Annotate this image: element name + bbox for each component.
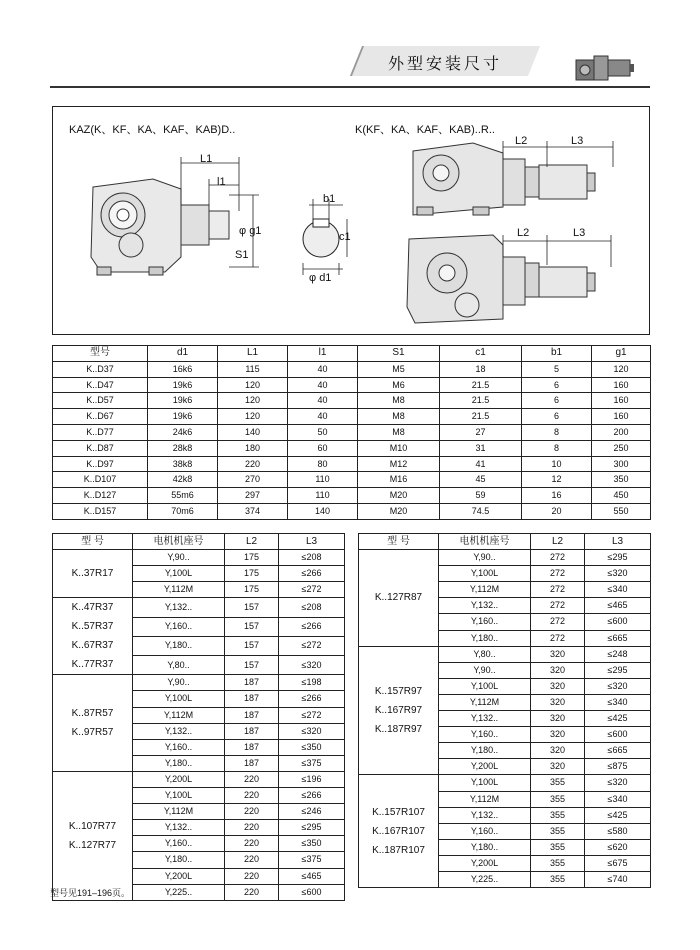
- table-cell: Y,160..: [133, 836, 225, 852]
- table-cell: ≤375: [279, 852, 345, 868]
- model-group-cell: [53, 675, 133, 772]
- table-cell: 355: [531, 775, 585, 791]
- table-cell: 320: [531, 743, 585, 759]
- table-cell: Y,180..: [133, 755, 225, 771]
- table-cell: 272: [531, 614, 585, 630]
- table-cell: 220: [225, 820, 279, 836]
- table-cell: 200: [592, 424, 651, 440]
- table-cell: ≤350: [279, 836, 345, 852]
- table-cell: Y,90..: [133, 675, 225, 691]
- table-cell: 270: [218, 472, 288, 488]
- model-name: K..157R97: [374, 686, 423, 698]
- dim-label-l1: l1: [217, 176, 226, 188]
- table-cell: 45: [440, 472, 522, 488]
- table-cell: 272: [531, 566, 585, 582]
- table-cell: ≤198: [279, 675, 345, 691]
- table-cell: Y,180..: [439, 839, 531, 855]
- table-cell: 220: [225, 852, 279, 868]
- column-header: 型 号: [53, 534, 133, 550]
- table-row: [53, 598, 345, 617]
- technical-drawing: [53, 107, 649, 334]
- table-cell: 220: [225, 884, 279, 900]
- table-cell: Y,112M: [439, 694, 531, 710]
- drawing-panel: [52, 106, 650, 335]
- table-cell: Y,112M: [439, 791, 531, 807]
- table-cell: ≤580: [585, 823, 651, 839]
- dim-label-c1: c1: [339, 231, 351, 243]
- table-cell: 187: [225, 739, 279, 755]
- table-cell: ≤465: [279, 868, 345, 884]
- table-row: [53, 377, 651, 393]
- table-cell: ≤320: [585, 775, 651, 791]
- table-cell: M10: [358, 440, 440, 456]
- table-cell: ≤208: [279, 550, 345, 566]
- table-cell: Y,180..: [133, 852, 225, 868]
- table-cell: 220: [218, 456, 288, 472]
- table-cell: Y,132..: [439, 807, 531, 823]
- table-cell: ≤246: [279, 804, 345, 820]
- model-name: K..57R37: [71, 621, 114, 633]
- table-cell: ≤266: [279, 617, 345, 636]
- right-top-gearmotor-drawing: [413, 143, 595, 215]
- gear-motor-icon: [574, 50, 636, 84]
- dim-label-L1: L1: [200, 153, 213, 165]
- table-cell: Y,200L: [439, 855, 531, 871]
- table-cell: 110: [288, 488, 358, 504]
- table-cell: 350: [592, 472, 651, 488]
- dim-label-L3-top: L3: [571, 135, 584, 147]
- table-cell: ≤600: [279, 884, 345, 900]
- model-name: K..77R37: [71, 659, 114, 671]
- table-cell: 10: [522, 456, 592, 472]
- column-header: b1: [522, 346, 592, 362]
- table-cell: Y,90..: [133, 550, 225, 566]
- table-cell: Y,112M: [439, 582, 531, 598]
- table-cell: ≤875: [585, 759, 651, 775]
- column-header: L1: [218, 346, 288, 362]
- table-cell: 8: [522, 440, 592, 456]
- table-cell: ≤340: [585, 694, 651, 710]
- table-cell: 320: [531, 759, 585, 775]
- table-cell: 19k6: [148, 409, 218, 425]
- table-cell: Y,225..: [133, 884, 225, 900]
- shaft-section-drawing: [303, 219, 339, 257]
- table-cell: 31: [440, 440, 522, 456]
- table-cell: K..D87: [53, 440, 148, 456]
- model-name: K..167R107: [372, 825, 425, 837]
- table-cell: Y,160..: [133, 739, 225, 755]
- table-cell: Y,132..: [439, 598, 531, 614]
- column-header: 型号: [53, 346, 148, 362]
- table-cell: 355: [531, 823, 585, 839]
- table-cell: 27: [440, 424, 522, 440]
- table-cell: 297: [218, 488, 288, 504]
- table-cell: 38k8: [148, 456, 218, 472]
- table-row: [359, 646, 651, 662]
- table-cell: 40: [288, 393, 358, 409]
- table-cell: 157: [225, 656, 279, 675]
- table-cell: Y,100L: [133, 788, 225, 804]
- table-row: [53, 503, 651, 519]
- column-header: 型 号: [359, 534, 439, 550]
- table-cell: 41: [440, 456, 522, 472]
- table-cell: 70m6: [148, 503, 218, 519]
- dim-label-g1: φ g1: [239, 225, 262, 237]
- table-row: [53, 393, 651, 409]
- table-cell: ≤266: [279, 788, 345, 804]
- left-drawing-title: KAZ(K、KF、KA、KAF、KAB)D..: [69, 124, 236, 136]
- table-cell: ≤208: [279, 598, 345, 617]
- table-cell: 272: [531, 598, 585, 614]
- table-cell: ≤600: [585, 614, 651, 630]
- table-cell: K..D107: [53, 472, 148, 488]
- table-cell: 12: [522, 472, 592, 488]
- table-cell: 28k8: [148, 440, 218, 456]
- table-cell: ≤272: [279, 636, 345, 655]
- table-cell: 5: [522, 361, 592, 377]
- table-cell: 220: [225, 771, 279, 787]
- column-header: L3: [279, 534, 345, 550]
- table-cell: Y,100L: [133, 566, 225, 582]
- table-cell: ≤196: [279, 771, 345, 787]
- table-cell: M8: [358, 393, 440, 409]
- table-cell: 320: [531, 678, 585, 694]
- dim-label-L2-top: L2: [515, 135, 528, 147]
- table-cell: 175: [225, 566, 279, 582]
- table-cell: 320: [531, 711, 585, 727]
- table-row: [53, 361, 651, 377]
- dim-label-d1: φ d1: [309, 272, 332, 284]
- motor-dimension-table-right: [358, 533, 651, 888]
- table-cell: Y,100L: [133, 691, 225, 707]
- table-cell: ≤320: [279, 723, 345, 739]
- column-header: L2: [225, 534, 279, 550]
- table-cell: 187: [225, 691, 279, 707]
- table-cell: ≤272: [279, 582, 345, 598]
- table-cell: ≤272: [279, 707, 345, 723]
- column-header: L2: [531, 534, 585, 550]
- table-cell: 374: [218, 503, 288, 519]
- table-cell: 74.5: [440, 503, 522, 519]
- table-cell: Y,160..: [439, 614, 531, 630]
- table-row: [53, 675, 345, 691]
- model-name: K..67R37: [71, 640, 114, 652]
- column-header: l1: [288, 346, 358, 362]
- dim-label-S1: S1: [235, 249, 249, 261]
- table-cell: Y,200L: [133, 868, 225, 884]
- table-cell: 120: [218, 409, 288, 425]
- model-group-cell: [53, 550, 133, 598]
- table-cell: 220: [225, 836, 279, 852]
- footer-note: 型号见191–196页。: [50, 888, 131, 898]
- table-cell: M8: [358, 424, 440, 440]
- table-cell: 175: [225, 550, 279, 566]
- table-cell: 187: [225, 707, 279, 723]
- model-group-cell: [359, 775, 439, 888]
- table-cell: 187: [225, 723, 279, 739]
- table-cell: ≤295: [585, 550, 651, 566]
- table-cell: 320: [531, 662, 585, 678]
- table-cell: K..D97: [53, 456, 148, 472]
- table-cell: 115: [218, 361, 288, 377]
- table-cell: ≤665: [585, 630, 651, 646]
- column-header: S1: [358, 346, 440, 362]
- table-cell: 120: [218, 393, 288, 409]
- table-cell: 16: [522, 488, 592, 504]
- table-cell: Y,180..: [439, 630, 531, 646]
- flange-dimension-table: [52, 345, 651, 520]
- model-name: K..107R77: [68, 820, 117, 832]
- model-name: K..127R77: [68, 839, 117, 851]
- table-cell: ≤375: [279, 755, 345, 771]
- table-cell: M8: [358, 409, 440, 425]
- table-row: [53, 488, 651, 504]
- table-row: [53, 472, 651, 488]
- table-cell: 355: [531, 839, 585, 855]
- left-gearbox-drawing: [91, 179, 229, 275]
- table-cell: 187: [225, 675, 279, 691]
- table-cell: 110: [288, 472, 358, 488]
- table-row: [359, 550, 651, 566]
- table-cell: 272: [531, 550, 585, 566]
- table-cell: Y,112M: [133, 804, 225, 820]
- table-cell: 355: [531, 871, 585, 887]
- table-cell: ≤248: [585, 646, 651, 662]
- table-cell: Y,132..: [439, 711, 531, 727]
- table-cell: ≤266: [279, 691, 345, 707]
- right-drawing-title: K(KF、KA、KAF、KAB)..R..: [355, 124, 495, 136]
- table-cell: 157: [225, 636, 279, 655]
- table-cell: 175: [225, 582, 279, 598]
- table-cell: ≤320: [585, 566, 651, 582]
- table-cell: 160: [592, 409, 651, 425]
- table-cell: K..D47: [53, 377, 148, 393]
- table-cell: 140: [218, 424, 288, 440]
- table-cell: M12: [358, 456, 440, 472]
- model-name: K..47R37: [71, 602, 114, 614]
- table-cell: 157: [225, 598, 279, 617]
- model-group-cell: [53, 598, 133, 675]
- table-cell: 180: [218, 440, 288, 456]
- table-cell: ≤740: [585, 871, 651, 887]
- model-name: K..187R107: [372, 844, 425, 856]
- table-cell: 160: [592, 393, 651, 409]
- table-row: [53, 456, 651, 472]
- table-row: [53, 440, 651, 456]
- header-rule: [50, 86, 650, 88]
- dim-label-L2-bottom: L2: [517, 227, 530, 239]
- table-cell: Y,112M: [133, 582, 225, 598]
- table-cell: 300: [592, 456, 651, 472]
- table-cell: 220: [225, 868, 279, 884]
- table-cell: 320: [531, 646, 585, 662]
- table-cell: ≤465: [585, 598, 651, 614]
- model-group-cell: [359, 550, 439, 647]
- table-cell: Y,180..: [133, 636, 225, 655]
- table-row: [53, 771, 345, 787]
- table-cell: 21.5: [440, 393, 522, 409]
- table-cell: Y,180..: [439, 743, 531, 759]
- table-cell: K..D127: [53, 488, 148, 504]
- table-cell: Y,200L: [133, 771, 225, 787]
- table-cell: 160: [592, 377, 651, 393]
- table-header-row: [359, 534, 651, 550]
- table-cell: 20: [522, 503, 592, 519]
- table-cell: Y,90..: [439, 550, 531, 566]
- table-cell: 355: [531, 791, 585, 807]
- table-cell: 19k6: [148, 393, 218, 409]
- model-name: K..187R97: [374, 724, 423, 736]
- table-cell: 220: [225, 788, 279, 804]
- table-cell: 120: [592, 361, 651, 377]
- table-cell: Y,132..: [133, 598, 225, 617]
- dim-label-L3-bottom: L3: [573, 227, 586, 239]
- table-cell: Y,225..: [439, 871, 531, 887]
- table-header-row: [53, 346, 651, 362]
- model-name: K..97R57: [71, 727, 114, 739]
- model-name: K..157R107: [372, 806, 425, 818]
- table-cell: 450: [592, 488, 651, 504]
- table-cell: ≤295: [279, 820, 345, 836]
- dim-label-b1: b1: [323, 193, 336, 205]
- table-cell: ≤350: [279, 739, 345, 755]
- table-cell: 59: [440, 488, 522, 504]
- table-cell: Y,100L: [439, 566, 531, 582]
- table-cell: Y,160..: [439, 727, 531, 743]
- table-cell: K..D37: [53, 361, 148, 377]
- column-header: g1: [592, 346, 651, 362]
- table-cell: K..D67: [53, 409, 148, 425]
- table-cell: Y,100L: [439, 775, 531, 791]
- table-cell: M6: [358, 377, 440, 393]
- table-row: [53, 409, 651, 425]
- table-cell: ≤295: [585, 662, 651, 678]
- model-name: K..37R17: [71, 568, 114, 580]
- table-cell: ≤320: [585, 678, 651, 694]
- table-cell: Y,90..: [439, 662, 531, 678]
- table-row: [359, 775, 651, 791]
- table-cell: 40: [288, 361, 358, 377]
- table-cell: M16: [358, 472, 440, 488]
- column-header: d1: [148, 346, 218, 362]
- table-cell: Y,100L: [439, 678, 531, 694]
- table-cell: 140: [288, 503, 358, 519]
- table-cell: ≤600: [585, 727, 651, 743]
- table-cell: 50: [288, 424, 358, 440]
- table-cell: Y,200L: [439, 759, 531, 775]
- table-cell: 6: [522, 377, 592, 393]
- table-cell: 40: [288, 409, 358, 425]
- table-cell: Y,132..: [133, 820, 225, 836]
- motor-dimension-table-left: [52, 533, 345, 901]
- table-cell: 220: [225, 804, 279, 820]
- right-bottom-gearmotor-drawing: [407, 235, 595, 323]
- table-cell: M20: [358, 503, 440, 519]
- column-header: c1: [440, 346, 522, 362]
- model-group-cell: [53, 771, 133, 900]
- model-name: K..127R87: [374, 592, 423, 604]
- model-name: K..167R97: [374, 705, 423, 717]
- table-cell: 24k6: [148, 424, 218, 440]
- table-cell: K..D157: [53, 503, 148, 519]
- table-cell: M20: [358, 488, 440, 504]
- table-cell: ≤266: [279, 566, 345, 582]
- table-cell: ≤320: [279, 656, 345, 675]
- table-cell: K..D77: [53, 424, 148, 440]
- table-cell: 55m6: [148, 488, 218, 504]
- table-cell: 19k6: [148, 377, 218, 393]
- table-cell: 272: [531, 630, 585, 646]
- table-cell: Y,160..: [133, 617, 225, 636]
- model-group-cell: [359, 646, 439, 775]
- table-cell: 6: [522, 409, 592, 425]
- table-cell: ≤620: [585, 839, 651, 855]
- table-cell: 6: [522, 393, 592, 409]
- table-row: [53, 550, 345, 566]
- table-cell: 21.5: [440, 409, 522, 425]
- table-cell: 60: [288, 440, 358, 456]
- table-cell: 550: [592, 503, 651, 519]
- table-cell: 320: [531, 694, 585, 710]
- table-cell: 8: [522, 424, 592, 440]
- table-cell: 272: [531, 582, 585, 598]
- table-cell: 187: [225, 755, 279, 771]
- table-cell: 21.5: [440, 377, 522, 393]
- table-cell: 320: [531, 727, 585, 743]
- table-cell: Y,160..: [439, 823, 531, 839]
- table-cell: ≤425: [585, 807, 651, 823]
- table-cell: 42k8: [148, 472, 218, 488]
- table-cell: ≤340: [585, 791, 651, 807]
- table-cell: M5: [358, 361, 440, 377]
- table-header-row: [53, 534, 345, 550]
- table-cell: 120: [218, 377, 288, 393]
- table-cell: 16k6: [148, 361, 218, 377]
- column-header: 电机机座号: [439, 534, 531, 550]
- table-cell: ≤675: [585, 855, 651, 871]
- column-header: L3: [585, 534, 651, 550]
- table-cell: Y,80..: [133, 656, 225, 675]
- table-cell: Y,80..: [439, 646, 531, 662]
- table-cell: 355: [531, 855, 585, 871]
- table-cell: 80: [288, 456, 358, 472]
- table-cell: K..D57: [53, 393, 148, 409]
- table-cell: 250: [592, 440, 651, 456]
- model-name: K..87R57: [71, 708, 114, 720]
- table-cell: ≤665: [585, 743, 651, 759]
- table-cell: 355: [531, 807, 585, 823]
- table-row: [53, 424, 651, 440]
- table-cell: 18: [440, 361, 522, 377]
- page-title: 外型安装尺寸: [388, 54, 503, 73]
- column-header: 电机机座号: [133, 534, 225, 550]
- table-cell: 157: [225, 617, 279, 636]
- table-cell: Y,132..: [133, 723, 225, 739]
- table-cell: Y,112M: [133, 707, 225, 723]
- table-cell: ≤340: [585, 582, 651, 598]
- table-cell: ≤425: [585, 711, 651, 727]
- table-cell: 40: [288, 377, 358, 393]
